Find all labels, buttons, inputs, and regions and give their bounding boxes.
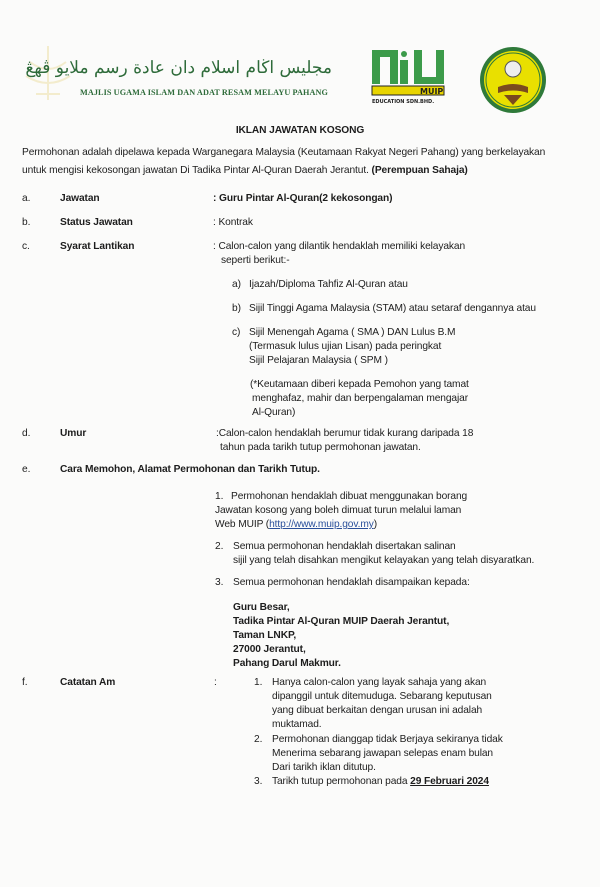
section-d-label: Umur (60, 428, 87, 439)
intro-line-1: Permohonan adalah dipelawa kepada Warganegara Malaysia (Keutamaan Rakyat Negeri Pahang) yang berkelayakan (22, 147, 546, 158)
muip-education-logo (370, 46, 448, 106)
application-step-3-marker: 3. (215, 577, 224, 588)
application-step-1-marker: 1. (215, 491, 224, 502)
note-1-marker: 1. (254, 677, 263, 688)
section-d-letter: d. (22, 428, 31, 439)
application-step-1-line-2: Jawatan kosong yang boleh dimuat turun melalui laman (215, 505, 462, 516)
muip-logo-text: MUIP (420, 87, 444, 96)
section-b-value: : Kontrak (213, 217, 253, 228)
application-step-1-line-1: Permohonan hendaklah dibuat menggunakan borang (231, 491, 468, 502)
section-a-label: Jawatan (60, 193, 100, 204)
qualification-c-marker: c) (232, 327, 241, 338)
address-line-1: Guru Besar, (233, 602, 290, 613)
qualification-b: Sijil Tinggi Agama Malaysia (STAM) atau setaraf dengannya atau (249, 303, 536, 314)
section-e-label: Cara Memohon, Alamat Permohonan dan Tarikh Tutup. (60, 464, 320, 475)
application-step-3-line-1: Semua permohonan hendaklah disampaikan kepada: (233, 577, 470, 588)
note-2-line-2: Menerima sebarang jawapan selepas enam bulan (272, 748, 493, 759)
application-step-2-line-1: Semua permohonan hendaklah disertakan salinan (233, 541, 456, 552)
organization-name: MAJLIS UGAMA ISLAM DAN ADAT RESAM MELAYU PAHANG (80, 88, 328, 97)
section-a-letter: a. (22, 193, 31, 204)
note-2-marker: 2. (254, 734, 263, 745)
note-2-line-1: Permohonan dianggap tidak Berjaya sekiranya tidak (272, 734, 503, 745)
page-title: IKLAN JAWATAN KOSONG (235, 125, 365, 136)
section-c-value-1: : Calon-calon yang dilantik hendaklah memiliki kelayakan (213, 241, 466, 252)
qualification-c-line-3: Sijil Pelajaran Malaysia ( SPM ) (249, 355, 388, 366)
muip-logo-subtext: EDUCATION SDN.BHD. (372, 99, 435, 105)
note-2-line-3: Dari tarikh iklan ditutup. (272, 762, 376, 773)
note-3-marker: 3. (254, 776, 263, 787)
intro-text: untuk mengisi kekosongan jawatan Di Tadika Pintar Al-Quran Daerah Jerantut. (22, 165, 369, 176)
address-line-2: Tadika Pintar Al-Quran MUIP Daerah Jerantut, (233, 616, 450, 627)
web-prefix: Web MUIP ( (215, 519, 270, 530)
section-d-value-1: :Calon-calon hendaklah berumur tidak kurang daripada 18 (216, 428, 474, 439)
section-c-letter: c. (22, 241, 30, 252)
address-line-5: Pahang Darul Makmur. (233, 658, 341, 669)
section-e-letter: e. (22, 464, 31, 475)
qualification-c-line-1: Sijil Menengah Agama ( SMA ) DAN Lulus B.M (249, 327, 456, 338)
intro-line-2 (22, 164, 578, 178)
section-b-label: Status Jawatan (60, 217, 133, 228)
closing-date: 29 Februari 2024 (410, 776, 489, 787)
section-f-colon: : (214, 677, 217, 688)
qualification-a: Ijazah/Diploma Tahfiz Al-Quran atau (249, 279, 408, 290)
application-step-2-line-2: sijil yang telah disahkan mengikut kelayakan yang telah disyaratkan. (233, 555, 535, 566)
arabic-logo-text: مجليس اڬام اسلام دان عادة رسم ملايو ڤهڠ (25, 58, 332, 78)
closing-date-text: Tarikh tutup permohonan pada (272, 776, 411, 787)
section-b-letter: b. (22, 217, 31, 228)
address-line-4: 27000 Jerantut, (233, 644, 306, 655)
note-3-line-1 (272, 775, 489, 789)
tadika-seal-logo (478, 45, 548, 115)
priority-note-line-1: (*Keutamaan diberi kepada Pemohon yang tamat (250, 379, 469, 390)
note-1-line-1: Hanya calon-calon yang layak sahaja yang akan (272, 677, 487, 688)
intro-women-only: (Perempuan Sahaja) (371, 165, 468, 176)
qualification-b-marker: b) (232, 303, 241, 314)
section-c-label: Syarat Lantikan (60, 241, 135, 252)
priority-note-line-2: menghafaz, mahir dan berpengalaman mengajar (252, 393, 469, 404)
application-step-2-marker: 2. (215, 541, 224, 552)
note-1-line-3: yang dibuat berkaitan dengan urusan ini adalah (272, 705, 483, 716)
application-step-1-line-3 (215, 518, 377, 532)
muip-website-link[interactable]: http://www.muip.gov.my (269, 519, 374, 530)
address-line-3: Taman LNKP, (233, 630, 297, 641)
note-1-line-4: muktamad. (272, 719, 322, 730)
section-f-letter: f. (22, 677, 28, 688)
priority-note-line-3: Al-Quran) (252, 407, 296, 418)
note-1-line-2: dipanggil untuk ditemuduga. Sebarang keputusan (272, 691, 492, 702)
web-suffix: ) (373, 519, 378, 530)
section-f-label: Catatan Am (60, 677, 116, 688)
section-c-value-2: seperti berikut:- (221, 255, 290, 266)
section-a-value: : Guru Pintar Al-Quran(2 kekosongan) (213, 193, 393, 204)
qualification-a-marker: a) (232, 279, 241, 290)
qualification-c-line-2: (Termasuk lulus ujian Lisan) pada peringkat (249, 341, 442, 352)
section-d-value-2: tahun pada tarikh tutup permohonan jawatan. (220, 442, 421, 453)
